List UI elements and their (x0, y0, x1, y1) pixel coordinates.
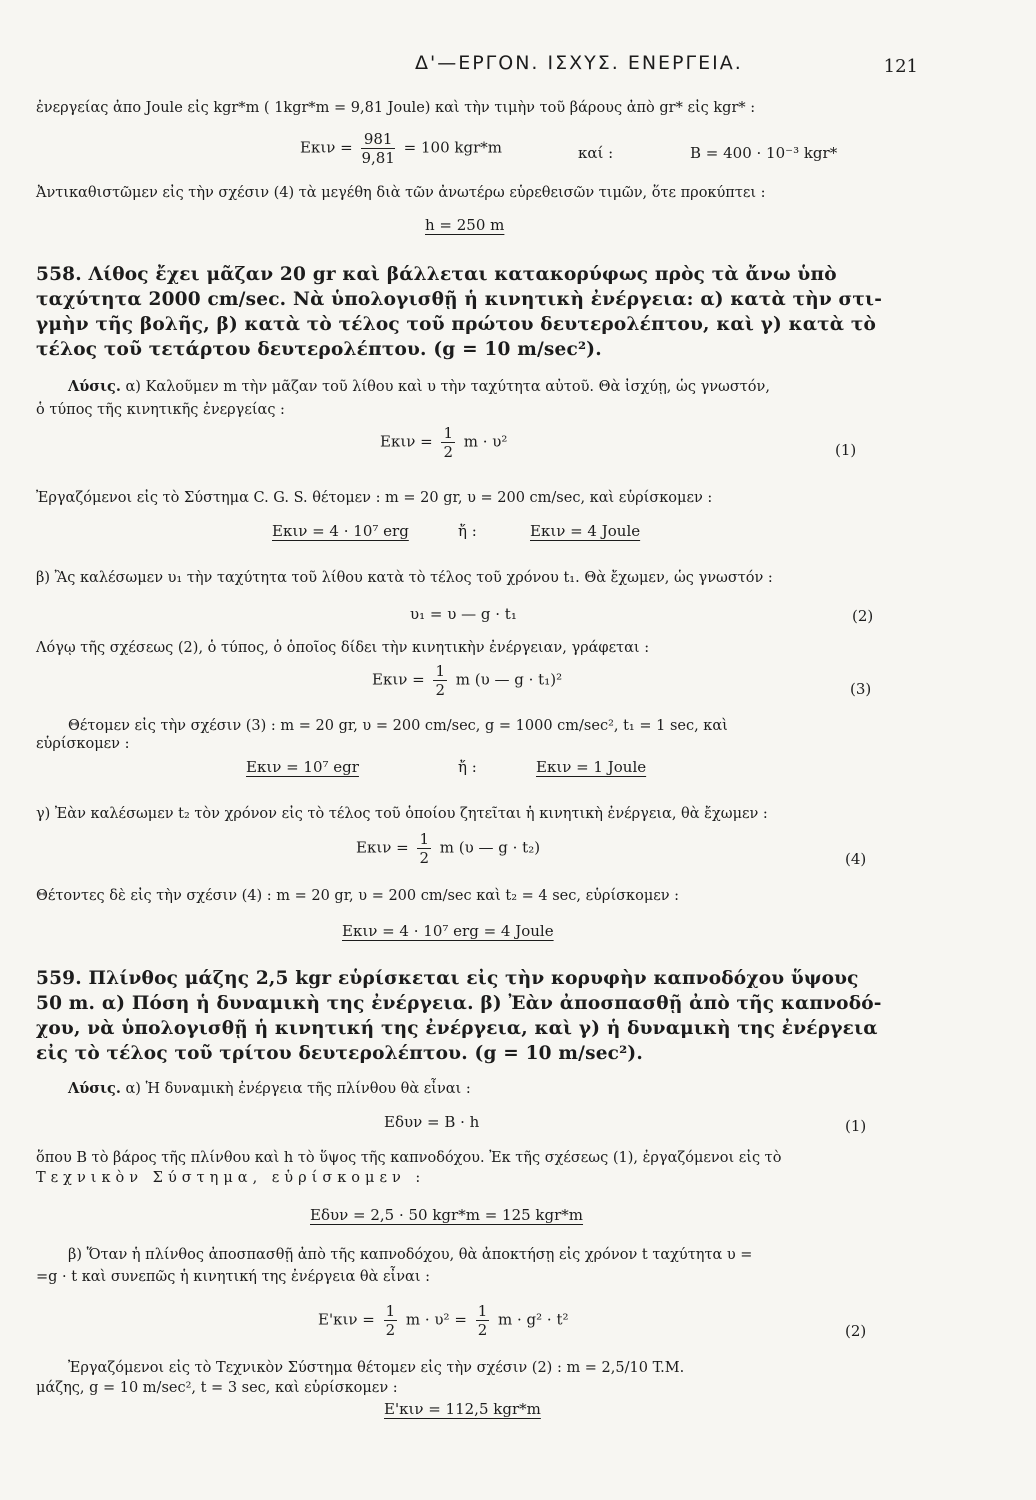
part-c-line: γ) Ἐὰν καλέσωμεν t₂ τὸν χρόνον εἰς τὸ τέλος τοῦ ὁποίου ζητεῖται ἡ κινητικὴ ἐνέργεια, θὰ ἔχωμεν : (36, 806, 768, 822)
part-b-line-4: εὑρίσκομεν : (36, 736, 130, 752)
problem-line: χου, νὰ ὑπολογισθῇ ἡ κινητική της ἐνέργεια, καὶ γ) ἡ δυναμικὴ της ἐνέργεια (36, 1018, 878, 1039)
page-number: 121 (883, 56, 918, 77)
equation-number: (2) (852, 607, 874, 625)
equation-4: Eκιν = $\frac{1}{2}$ m (υ — g · t₂) (356, 830, 541, 867)
part-b-559-line-4: μάζης, g = 10 m/sec², t = 3 sec, καὶ εὑρίσκομεν : (36, 1380, 398, 1396)
fraction: $\frac{1}{2}$ (435, 662, 445, 699)
problem-line: τέλος τοῦ τετάρτου δευτερολέπτου. (g = 10 m/sec²). (36, 339, 602, 360)
intro-kai: καί : (578, 144, 614, 162)
problem-line: ταχύτητα 2000 cm/sec. Νὰ ὑπολογισθῇ ἡ κινητικὴ ἐνέργεια: α) κατὰ τὴν στι- (36, 289, 883, 310)
result-a2: Eκιν = 4 Joule (530, 522, 641, 540)
equation-3: Eκιν = $\frac{1}{2}$ m (υ — g · t₁)² (372, 662, 563, 699)
problem-line: 50 m. α) Πόση ἡ δυναμικὴ της ἐνέργεια. β) Ἐὰν ἀποσπασθῇ ἀπὸ τῆς καπνοδό- (36, 993, 882, 1014)
problem-559-statement (36, 966, 882, 1066)
denominator: 9,81 (361, 149, 395, 167)
problem-number: 558. (36, 264, 82, 285)
result-559-a: Eδυν = 2,5 · 50 kgr*m = 125 kgr*m (310, 1206, 584, 1224)
result-b1: Eκιν = 10⁷ egr (246, 758, 359, 776)
problem-line: γμὴν τῆς βολῆς, β) κατὰ τὸ τέλος τοῦ πρώτου δευτερολέπτου, καὶ γ) κατὰ τὸ (36, 314, 877, 335)
equation-559-1: Eδυν = B · h (384, 1113, 480, 1131)
part-a-line-2: ὅπου B τὸ βάρος τῆς πλίνθου καὶ h τὸ ὕψος τῆς καπνοδόχου. Ἐκ τῆς σχέσεως (1), ἐργαζόμενοι εἰς τὸ (36, 1150, 782, 1166)
fraction: $\frac{1}{2}$ (443, 424, 453, 461)
lysis-559-a: Λύσις. α) Ἡ δυναμικὴ ἐνέργεια τῆς πλίνθου θὰ εἶναι : (68, 1080, 471, 1097)
equation-number: (1) (845, 1117, 867, 1135)
part-a-line-3: Τεχνικὸν Σύστημα, εὑρίσκομεν : (36, 1170, 426, 1186)
part-b-559-line-3: Ἐργαζόμενοι εἰς τὸ Τεχνικὸν Σύστημα θέτομεν εἰς τὴν σχέσιν (2) : m = 2,5/10 T.M. (68, 1360, 685, 1376)
eq-rhs: = 100 kgr*m (403, 138, 502, 157)
or-label: ἤ : (458, 522, 477, 540)
part-c-line-2: Θέτοντες δὲ εἰς τὴν σχέσιν (4) : m = 20 gr, υ = 200 cm/sec καὶ t₂ = 4 sec, εὑρίσκομεν : (36, 888, 680, 904)
equation-number: (4) (845, 850, 867, 868)
problem-number: 559. (36, 968, 82, 989)
intro-eq-b: B = 400 · 10⁻³ kgr* (690, 144, 838, 162)
intro-result: h = 250 m (425, 216, 505, 234)
part-b-line-2: Λόγῳ τῆς σχέσεως (2), ὁ τύπος, ὁ ὁποῖος δίδει τὴν κινητικὴν ἐνέργειαν, γράφεται : (36, 640, 650, 656)
fraction: $\frac{1}{2}$ (419, 830, 429, 867)
problem-558-statement (36, 262, 882, 362)
or-label: ἤ : (458, 758, 477, 776)
equation-1: Eκιν = $\frac{1}{2}$ m · υ² (380, 424, 508, 461)
equation-number: (3) (850, 680, 872, 698)
intro-equation (300, 130, 502, 167)
cgs-line: Ἐργαζόμενοι εἰς τὸ Σύστημα C. G. S. θέτομεν : m = 20 gr, υ = 200 cm/sec, καὶ εὑρίσκομεν : (36, 490, 713, 506)
fraction: $\frac{1}{2}$ (385, 1302, 396, 1339)
part-b-line: β) Ἂς καλέσωμεν υ₁ τὴν ταχύτητα τοῦ λίθου κατὰ τὸ τέλος τοῦ χρόνου t₁. Θὰ ἔχωμεν, ὡς γνωστόν : (36, 570, 773, 586)
equation-2: υ₁ = υ — g · t₁ (410, 605, 517, 623)
eq-lhs: Eκιν = (300, 138, 353, 157)
fraction: $\frac{1}{2}$ (477, 1302, 488, 1339)
result-c: Eκιν = 4 · 10⁷ erg = 4 Joule (342, 922, 554, 940)
fraction (361, 130, 394, 167)
problem-line: εἰς τὸ τέλος τοῦ τρίτου δευτερολέπτου. (g = 10 m/sec²). (36, 1043, 644, 1064)
numerator: 981 (361, 130, 394, 149)
lysis-558-a2: ὁ τύπος τῆς κινητικῆς ἐνεργείας : (36, 402, 285, 418)
equation-number: (2) (845, 1322, 867, 1340)
result-559-b: E'κιν = 112,5 kgr*m (384, 1400, 541, 1418)
problem-line: 559. Πλίνθος μάζης 2,5 kgr εὑρίσκεται εἰς τὴν κορυφὴν καπνοδόχου ὕψους (36, 968, 859, 989)
equation-559-2: E'κιν = $\frac{1}{2}$ m · υ² = $\frac{1}{2}$ m · g² · t² (318, 1302, 569, 1339)
part-b-line-3: Θέτομεν εἰς τὴν σχέσιν (3) : m = 20 gr, υ = 200 cm/sec, g = 1000 cm/sec², t₁ = 1 sec, καὶ (68, 718, 728, 734)
intro-line-1: ἐνεργείας ἀπο Joule εἰς kgr*m ( 1kgr*m = 9,81 Joule) καὶ τὴν τιμὴν τοῦ βάρους ἀπὸ gr* εἰς kgr* : (36, 100, 756, 116)
running-header: Δ'—ΕΡΓΟΝ. ΙΣΧΥΣ. ΕΝΕΡΓΕΙΑ. (415, 52, 743, 74)
equation-number: (1) (835, 441, 857, 459)
part-b-559-line-2: =g · t καὶ συνεπῶς ἡ κινητική της ἐνέργεια θὰ εἶναι : (36, 1269, 431, 1285)
lysis-label: Λύσις. (68, 1080, 121, 1097)
lysis-558-a: Λύσις. α) Καλοῦμεν m τὴν μᾶζαν τοῦ λίθου καὶ υ τὴν ταχύτητα αὐτοῦ. Θὰ ἰσχύῃ, ὡς γνωστόν, (68, 378, 770, 395)
result-b2: Eκιν = 1 Joule (536, 758, 647, 776)
lysis-label: Λύσις. (68, 378, 121, 395)
result-a1: Eκιν = 4 · 10⁷ erg (272, 522, 409, 540)
intro-line-2: Ἀντικαθιστῶμεν εἰς τὴν σχέσιν (4) τὰ μεγέθη διὰ τῶν ἀνωτέρω εὑρεθεισῶν τιμῶν, ὅτε προκύπτει : (36, 185, 766, 201)
problem-line: 558. Λίθος ἔχει μᾶζαν 20 gr καὶ βάλλεται κατακορύφως πρὸς τὰ ἄνω ὑπὸ (36, 264, 837, 285)
part-b-559-line-1: β) Ὅταν ἡ πλίνθος ἀποσπασθῇ ἀπὸ τῆς καπνοδόχου, θὰ ἀποκτήσῃ εἰς χρόνον t ταχύτητα υ = (68, 1247, 753, 1263)
